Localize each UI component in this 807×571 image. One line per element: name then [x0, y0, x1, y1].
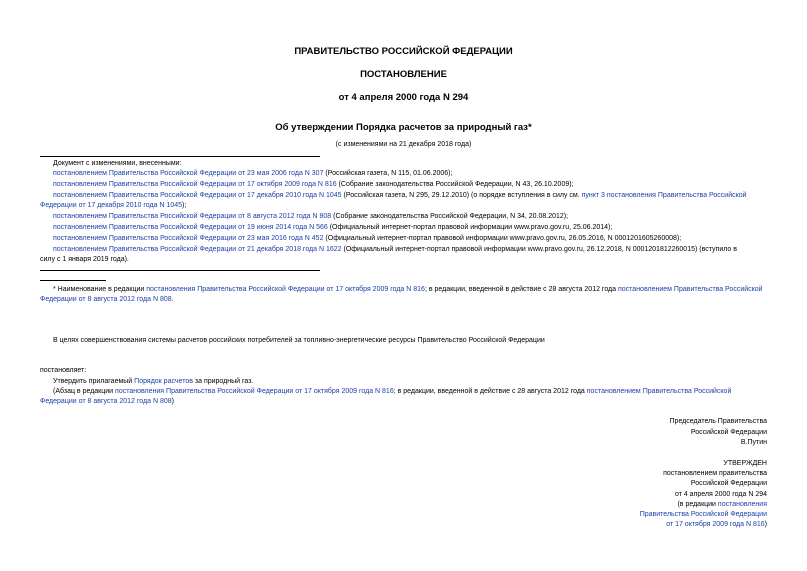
footnote-link[interactable]: постановлением Правительства Российской [617, 286, 763, 293]
doc-type-heading: ПОСТАНОВЛЕНИЕ [360, 69, 447, 80]
approved-revision: (в редакции постановления [677, 501, 767, 508]
change-item-continuation: Федерации от 17 декабря 2010 года N 1045); [40, 202, 187, 209]
footnote-link[interactable]: постановления Правительства Российской Федерации от 17 октября 2009 года N 816 [146, 286, 425, 293]
footnote-continuation: Федерации от 8 августа 2012 года N 808. [40, 296, 174, 303]
change-item: постановлением Правительства Российской Федерации от 21 декабря 2018 года N 1622 (Официальный интернет-портал правовой информации www.pravo.gov.ru, 26.12.2018, N 0001201812260015) (вступило в [53, 246, 737, 253]
signature-country: Российской Федерации [690, 429, 767, 436]
revision-link[interactable]: постановления Правительства Российской Федерации от 17 октября 2009 года N 816 [115, 388, 394, 395]
approved-revision [640, 510, 767, 520]
change-link[interactable]: постановлением Правительства Российской Федерации от 23 мая 2016 года N 452 [53, 235, 324, 242]
change-link[interactable]: постановлением Правительства Российской Федерации от 21 декабря 2018 года N 1622 [53, 246, 342, 253]
government-heading: ПРАВИТЕЛЬСТВО РОССИЙСКОЙ ФЕДЕРАЦИИ [294, 46, 513, 57]
change-link[interactable]: постановлением Правительства Российской Федерации от 17 октября 2009 года N 816 [53, 181, 337, 188]
footnote-link[interactable]: Федерации от 8 августа 2012 года N 808 [40, 296, 172, 303]
divider [40, 156, 320, 157]
footnote: * Наименование в редакции постановления Правительства Российской Федерации от 17 октября 2009 года N 816; в редакции, введенной в действие с 28 августа 2012 года постановлением Правительства Российской [53, 286, 763, 293]
approved-heading: УТВЕРЖДЕН [723, 460, 767, 467]
change-item: постановлением Правительства Российской Федерации от 23 мая 2006 года N 307 (Российская газета, N 115, 01.06.2006); [53, 170, 453, 177]
approved-link[interactable]: постановления [717, 501, 767, 508]
revision-note: (с изменениями на 21 декабря 2018 года) [335, 141, 472, 148]
approved-line: постановлением правительства [663, 470, 767, 477]
approved-line: Российской Федерации [690, 480, 767, 487]
change-link[interactable]: постановлением Правительства Российской Федерации от 8 августа 2012 года N 808 [53, 213, 332, 220]
change-item: постановлением Правительства Российской Федерации от 17 декабря 2010 года N 1045 (Российская газета, N 295, 29.12.2010) (о порядке вступления в силу см. пункт 3 постановления Правительства Российской [53, 192, 747, 199]
signature-name: В.Путин [740, 439, 767, 446]
change-link[interactable]: пункт 3 постановления Правительства Российской [581, 192, 747, 199]
change-item: постановлением Правительства Российской Федерации от 23 мая 2016 года N 452 (Официальный интернет-портал правовой информации www.pravo.gov.ru, 26.05.2016, N 0001201605260008); [53, 235, 682, 242]
signature-position: Председатель Правительства [669, 418, 767, 425]
change-link[interactable]: постановлением Правительства Российской Федерации от 23 мая 2006 года N 307 [53, 170, 324, 177]
approve-paragraph: Утвердить прилагаемый Порядок расчетов за природный газ. [53, 378, 254, 385]
approved-revision: от 17 октября 2009 года N 816) [666, 521, 767, 528]
change-item: постановлением Правительства Российской Федерации от 17 октября 2009 года N 816 (Собрание законодательства Российской Федерации, N 43, 26.10.2009); [53, 181, 574, 188]
change-link[interactable]: постановлением Правительства Российской Федерации от 17 декабря 2010 года N 1045 [53, 192, 342, 199]
revision-continuation: Федерации от 8 августа 2012 года N 808) [40, 398, 174, 405]
revision-link[interactable]: постановлением Правительства Российской [586, 388, 732, 395]
change-item: постановлением Правительства Российской Федерации от 8 августа 2012 года N 808 (Собрание законодательства Российской Федерации, N 34, 20.08.2012); [53, 213, 569, 220]
change-link[interactable]: постановлением Правительства Российской Федерации от 19 июня 2014 года N 566 [53, 224, 328, 231]
purpose-paragraph: В целях совершенствования системы расчетов российских потребителей за топливно-энергетические ресурсы Правительство Российской Федерации [53, 337, 545, 344]
approved-link[interactable]: от 17 октября 2009 года N 816 [666, 521, 765, 528]
document-title: Об утверждении Порядка расчетов за природный газ* [275, 122, 532, 133]
divider [40, 270, 320, 271]
change-link[interactable]: Федерации от 17 декабря 2010 года N 1045 [40, 202, 183, 209]
date-number: от 4 апреля 2000 года N 294 [338, 92, 469, 103]
procedure-link[interactable]: Порядок расчетов [134, 378, 193, 385]
change-item-continuation: силу с 1 января 2019 года). [40, 256, 129, 263]
changes-intro: Документ с изменениями, внесенными: [53, 160, 182, 167]
revision-link[interactable]: Федерации от 8 августа 2012 года N 808 [40, 398, 172, 405]
revision-paragraph: (Абзац в редакции постановления Правительства Российской Федерации от 17 октября 2009 года N 816; в редакции, введенной в действие с 28 августа 2012 года постановлением Правительства Российской [53, 388, 732, 395]
footnote-divider [40, 280, 106, 281]
decrees-text: постановляет: [40, 367, 87, 374]
approved-line: от 4 апреля 2000 года N 294 [674, 491, 767, 498]
approved-link[interactable]: Правительства Российской Федерации [639, 511, 767, 518]
change-item: постановлением Правительства Российской Федерации от 19 июня 2014 года N 566 (Официальный интернет-портал правовой информации www.pravo.gov.ru, 25.06.2014); [53, 224, 613, 231]
